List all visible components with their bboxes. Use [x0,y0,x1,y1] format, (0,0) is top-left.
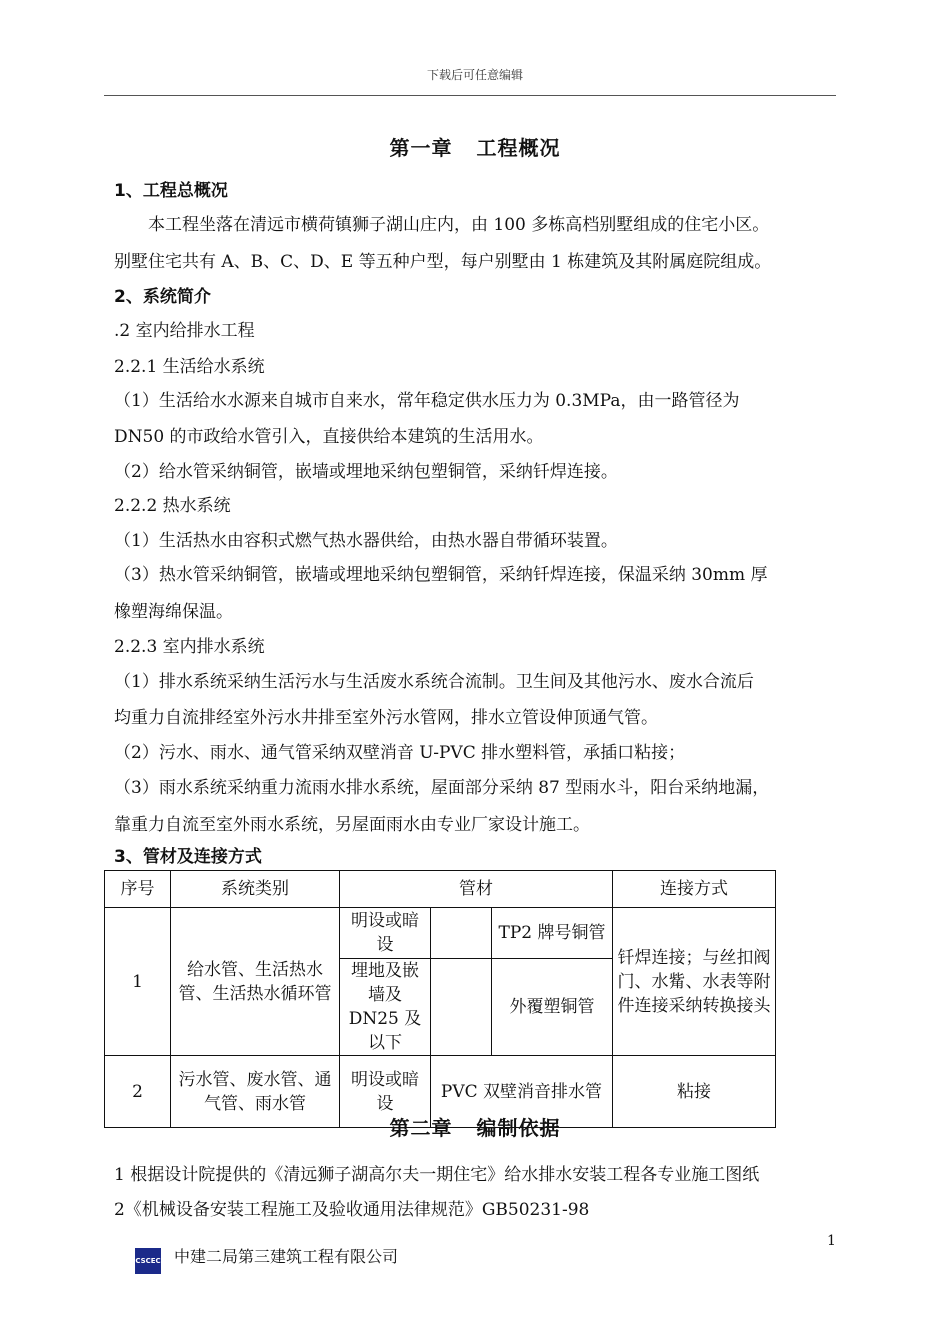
paragraph-line: 均重力自流排经室外污水井排至室外污水管网，排水立管设伸顶通气管。 [114,708,658,728]
cell-material: PVC 双壁消音排水管 [431,1056,613,1128]
basis-item: 1 根据设计院提供的《清远狮子湖高尔夫一期住宅》给水排水安装工程各专业施工图纸 [114,1165,760,1185]
cell-category: 污水管、废水管、通气管、雨水管 [171,1056,340,1128]
cell-connection: 粘接 [613,1056,776,1128]
paragraph-line: 本工程坐落在清远市横荷镇狮子湖山庄内，由 100 多栋高档别墅组成的住宅小区。 [148,215,770,235]
logo-text: CSCEC [135,1257,161,1265]
paragraph-line: .2 室内给排水工程 [114,321,255,341]
paragraph-line: （2）污水、雨水、通气管采纳双壁消音 U-PVC 排水塑料管，承插口粘接； [114,743,686,763]
paragraph-line: （3）雨水系统采纳重力流雨水排水系统，屋面部分采纳 87 型雨水斗，阳台采纳地漏， [114,778,770,798]
paragraph-line: 靠重力自流至室外雨水系统，另屋面雨水由专业厂家设计施工。 [114,815,590,835]
basis-item: 2《机械设备安装工程施工及验收通用法律规范》GB50231-98 [114,1200,590,1220]
chapter-1-number: 第一章 [389,136,453,160]
section-1-heading: 1、工程总概况 [114,181,228,201]
chapter-1-title [0,132,950,161]
cell-empty [431,908,492,959]
footer-company-name: 中建二局第三建筑工程有限公司 [174,1247,399,1266]
cell-install-method: 明设或暗设 [340,908,431,959]
page-number: 1 [827,1233,836,1249]
company-logo [135,1248,161,1274]
cell-empty [431,959,492,1056]
paragraph-line: （1）生活热水由容积式燃气热水器供给，由热水器自带循环装置。 [114,531,618,551]
cell-no: 2 [105,1056,171,1128]
section-3-heading: 3、管材及连接方式 [114,847,262,867]
paragraph-line: （3）热水管采纳铜管，嵌墙或埋地采纳包塑铜管，采纳钎焊连接，保温采纳 30mm 厚 [114,565,768,585]
table-header-row [105,871,776,908]
cell-category: 给水管、生活热水管、生活热水循环管 [171,908,340,1056]
header-cell-no: 序号 [105,871,171,908]
paragraph-line: （1）排水系统采纳生活污水与生活废水系统合流制。卫生间及其他污水、废水合流后 [114,672,754,692]
chapter-2-name: 编制依据 [476,1116,561,1140]
paragraph-line: （1）生活给水水源来自城市自来水，常年稳定供水压力为 0.3MPa，由一路管径为 [114,391,740,411]
paragraph-line: 2.2.2 热水系统 [114,496,231,516]
chapter-2-number: 第二章 [389,1116,453,1140]
header-note: 下载后可任意编辑 [426,68,523,82]
cell-install-method: 埋地及嵌墙及 DN25 及以下 [340,959,431,1056]
header-cell-connection: 连接方式 [613,871,776,908]
paragraph-line: （2）给水管采纳铜管，嵌墙或埋地采纳包塑铜管，采纳钎焊连接。 [114,462,618,482]
paragraph-line: DN50 的市政给水管引入，直接供给本建筑的生活用水。 [114,427,544,447]
header-rule [104,95,836,96]
paragraph-line: 2.2.1 生活给水系统 [114,357,265,377]
paragraph-line: 别墅住宅共有 A、B、C、D、E 等五种户型，每户别墅由 1 栋建筑及其附属庭院组成。 [114,252,772,272]
cell-no: 1 [105,908,171,1056]
paragraph-line: 橡塑海绵保温。 [114,602,233,622]
cell-material: 外覆塑铜管 [492,959,613,1056]
header-cell-material: 管材 [340,871,613,908]
chapter-2-title [0,1112,950,1141]
table-row [105,908,776,959]
cell-connection: 钎焊连接；与丝扣阀门、水觜、水表等附件连接采纳转换接头 [613,908,776,1056]
header-cell-category: 系统类别 [171,871,340,908]
chapter-1-name: 工程概况 [476,136,561,160]
cell-material: TP2 牌号铜管 [492,908,613,959]
cell-install-method: 明设或暗设 [340,1056,431,1128]
section-2-heading: 2、系统简介 [114,287,211,307]
pipe-material-table [104,870,776,1128]
paragraph-line: 2.2.3 室内排水系统 [114,637,265,657]
